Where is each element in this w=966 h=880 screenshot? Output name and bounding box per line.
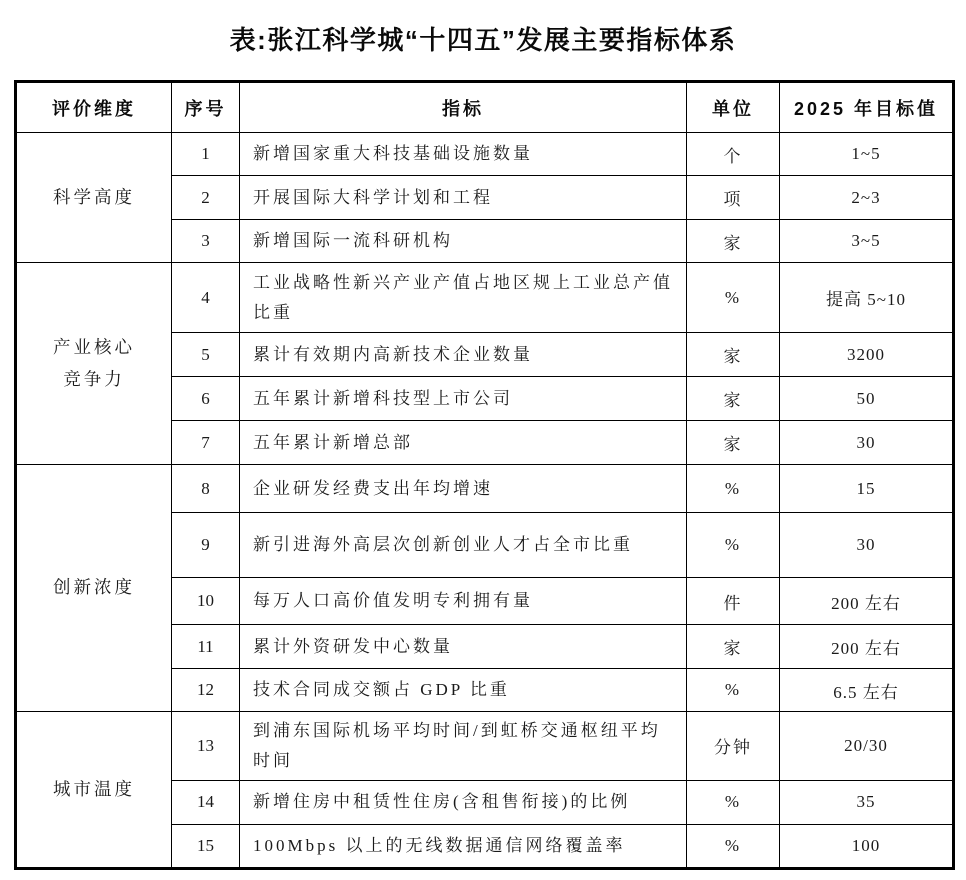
unit-cell: 家: [687, 421, 780, 465]
table-row: [16, 263, 954, 333]
dimension-label: 产业核心竞争力: [53, 337, 135, 389]
header-indicator: 指标: [240, 82, 687, 133]
unit-cell: 家: [687, 377, 780, 421]
indicator-cell: 100Mbps 以上的无线数据通信网络覆盖率: [240, 824, 687, 868]
indicator-cell: 新增住房中租赁性住房(含租售衔接)的比例: [240, 780, 687, 824]
unit-cell: %: [687, 513, 780, 578]
indicator-cell: 每万人口高价值发明专利拥有量: [240, 578, 687, 625]
indicator-cell: 新增国际一流科研机构: [240, 220, 687, 263]
unit-cell: 家: [687, 333, 780, 377]
row-number-cell: 4: [172, 263, 240, 333]
table-row: [16, 133, 954, 176]
unit-cell: 分钟: [687, 712, 780, 781]
row-number-cell: 7: [172, 421, 240, 465]
indicator-cell: 工业战略性新兴产业产值占地区规上工业总产值比重: [240, 263, 687, 333]
table-row: [16, 465, 954, 513]
unit-cell: 家: [687, 220, 780, 263]
unit-cell: 件: [687, 578, 780, 625]
dimension-cell: [16, 263, 172, 465]
unit-cell: 个: [687, 133, 780, 176]
row-number-cell: 6: [172, 377, 240, 421]
dimension-label: 科学高度: [53, 186, 135, 207]
target-cell: 30: [780, 513, 954, 578]
row-number-cell: 3: [172, 220, 240, 263]
indicator-cell: 新引进海外高层次创新创业人才占全市比重: [240, 513, 687, 578]
row-number-cell: 9: [172, 513, 240, 578]
indicator-cell: 企业研发经费支出年均增速: [240, 465, 687, 513]
row-number-cell: 13: [172, 712, 240, 781]
row-number-cell: 10: [172, 578, 240, 625]
row-number-cell: 2: [172, 176, 240, 220]
row-number-cell: 5: [172, 333, 240, 377]
target-cell: 35: [780, 780, 954, 824]
target-cell: 6.5 左右: [780, 669, 954, 712]
unit-cell: %: [687, 824, 780, 868]
unit-cell: 家: [687, 625, 780, 669]
indicator-cell: 新增国家重大科技基础设施数量: [240, 133, 687, 176]
row-number-cell: 8: [172, 465, 240, 513]
unit-cell: %: [687, 263, 780, 333]
dimension-cell: [16, 133, 172, 263]
indicator-cell: 累计外资研发中心数量: [240, 625, 687, 669]
unit-cell: 项: [687, 176, 780, 220]
indicator-cell: 开展国际大科学计划和工程: [240, 176, 687, 220]
target-cell: 20/30: [780, 712, 954, 781]
header-no: 序号: [172, 82, 240, 133]
table-row: [16, 712, 954, 781]
target-cell: 200 左右: [780, 578, 954, 625]
header-unit: 单位: [687, 82, 780, 133]
dimension-cell: [16, 712, 172, 869]
target-cell: 2~3: [780, 176, 954, 220]
indicator-cell: 技术合同成交额占 GDP 比重: [240, 669, 687, 712]
target-cell: 50: [780, 377, 954, 421]
indicators-table: [14, 80, 955, 870]
target-cell: 30: [780, 421, 954, 465]
target-cell: 3~5: [780, 220, 954, 263]
indicator-cell: 五年累计新增总部: [240, 421, 687, 465]
target-cell: 提高 5~10: [780, 263, 954, 333]
header-target: 2025 年目标值: [780, 82, 954, 133]
row-number-cell: 1: [172, 133, 240, 176]
row-number-cell: 15: [172, 824, 240, 868]
table-header-row: [16, 82, 954, 133]
indicator-cell: 累计有效期内高新技术企业数量: [240, 333, 687, 377]
row-number-cell: 11: [172, 625, 240, 669]
unit-cell: %: [687, 669, 780, 712]
unit-cell: %: [687, 780, 780, 824]
row-number-cell: 12: [172, 669, 240, 712]
indicator-cell: 到浦东国际机场平均时间/到虹桥交通枢纽平均时间: [240, 712, 687, 781]
page-title: 表:张江科学城“十四五”发展主要指标体系: [229, 25, 737, 55]
target-cell: 100: [780, 824, 954, 868]
target-cell: 3200: [780, 333, 954, 377]
unit-cell: %: [687, 465, 780, 513]
target-cell: 200 左右: [780, 625, 954, 669]
target-cell: 1~5: [780, 133, 954, 176]
dimension-cell: [16, 465, 172, 712]
target-cell: 15: [780, 465, 954, 513]
header-dimension: 评价维度: [16, 82, 172, 133]
dimension-label: 创新浓度: [53, 577, 135, 598]
indicator-cell: 五年累计新增科技型上市公司: [240, 377, 687, 421]
row-number-cell: 14: [172, 780, 240, 824]
dimension-label: 城市温度: [53, 778, 135, 799]
